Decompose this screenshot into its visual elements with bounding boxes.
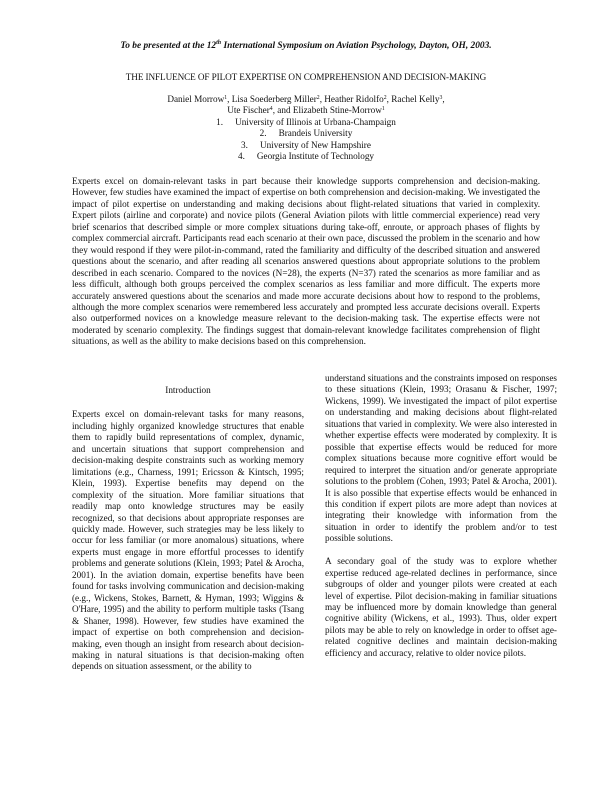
affiliation-number: 2. bbox=[259, 128, 267, 139]
affiliation-name: Georgia Institute of Technology bbox=[256, 151, 375, 162]
affiliation-list bbox=[0, 117, 612, 163]
separator: , bbox=[442, 94, 445, 104]
paper-title: THE INFLUENCE OF PILOT EXPERTISE ON COMPREHENSION AND DECISION-MAKING bbox=[125, 72, 487, 82]
venue-suffix: International Symposium on Aviation Psychology, Dayton, OH, 2003. bbox=[221, 41, 492, 52]
intro-paragraph-2: understand situations and the constraints imposed on responses to these situations (Klein, 1993; Orasanu & Fischer, 1997; Wickens, 1999). We investigated the impact of pilot expertise on understanding and making decisions about flight-related situations that varied in complexity. We were also interested in whether expertise effects were moderated by complexity. It is possible that expertise effects would be reduced for more complex situations because more cognitive effort would be required to interpret the situation and/or generate appropriate solutions to the problem (Cohen, 1993; Patel & Arocha, 2001). It is also possible that expertise effects would be enhanced in this condition if expert pilots are more adept than novices at integrating their knowledge with information from the situation in order to identify the problem and/or to test possible solutions. bbox=[325, 373, 557, 544]
author-name: Elizabeth Stine-Morrow bbox=[292, 105, 382, 116]
venue-superscript: th bbox=[216, 40, 222, 46]
author-name: Ute Fischer bbox=[227, 105, 270, 116]
author-affiliation-mark: 1 bbox=[224, 95, 228, 101]
separator: , and bbox=[272, 105, 293, 116]
section-heading-introduction: Introduction bbox=[165, 385, 211, 395]
left-column bbox=[72, 385, 304, 673]
author-name: Heather Ridolfo bbox=[324, 94, 384, 104]
affiliation-item bbox=[0, 128, 612, 139]
author-affiliation-mark: 3 bbox=[439, 95, 443, 101]
separator: , bbox=[227, 94, 232, 104]
venue-prefix: To be presented at the 12 bbox=[120, 41, 217, 52]
separator: , bbox=[319, 94, 325, 104]
author-name: Rachel Kelly bbox=[391, 94, 440, 104]
author-affiliation-mark: 4 bbox=[269, 106, 273, 113]
author-name: Daniel Morrow bbox=[167, 94, 225, 104]
author bbox=[232, 94, 325, 104]
affiliation-name: University of Illinois at Urbana-Champaign bbox=[235, 117, 396, 127]
right-column bbox=[325, 373, 557, 659]
author-list bbox=[0, 94, 612, 117]
author bbox=[293, 105, 385, 115]
affiliation-item bbox=[0, 151, 612, 162]
affiliation-name: Brandeis University bbox=[278, 128, 353, 139]
author-name: Lisa Soederberg Miller bbox=[231, 94, 317, 104]
author bbox=[391, 94, 444, 104]
author-affiliation-mark: 1 bbox=[381, 106, 385, 113]
affiliation-name: University of New Hampshire bbox=[259, 139, 371, 150]
affiliation-item bbox=[0, 117, 612, 128]
intro-paragraph-1: Experts excel on domain-relevant tasks for many reasons, including highly organized knowledge structures that enable them to rapidly build representations of complex, dynamic, and uncertain situations that support comprehension and decision-making despite constraints such as working memory limitations (e.g., Charness, 1991; Ericsson & Kintsch, 1995; Klein, 1993). Expertise benefits may depend on the complexity of the situation. More familiar situations that readily map onto knowledge structures may be easily recognized, so that decisions about appropriate responses are quickly made. However, such strategies may be less likely to occur for less familiar (or more anomalous) situations, where experts must engage in more effortful processes to identify problems and generate solutions (Klein, 1993; Patel & Arocha, 2001). In the aviation domain, expertise benefits have been found for tasks involving communication and decision-making (e.g., Wickens, Stokes, Barnett, & Hyman, 1993; Wiggins & O'Hare, 1995) and the ability to perform multiple tasks (Tsang & Shaner, 1998). However, few studies have examined the impact of expertise on both comprehension and decision-making, even though an insight from research about decision-making in natural situations is that decision-making often depends on situation assessment, or the ability to bbox=[72, 409, 304, 672]
author bbox=[227, 105, 293, 115]
author bbox=[167, 94, 231, 104]
separator: , bbox=[386, 94, 392, 104]
intro-paragraph-3: A secondary goal of the study was to explore whether expertise reduced age-related declines in performance, since subgroups of older and younger pilots were created at each level of expertise. Pilot decision-making in familiar situations may be influenced more by domain knowledge than general cognitive ability (Wickens, et al., 1993). Thus, older expert pilots may be able to rely on knowledge in order to offset age-related cognitive declines and maintain decision-making efficiency and accuracy, relative to older novice pilots. bbox=[325, 556, 557, 658]
affiliation-item bbox=[0, 140, 612, 151]
author bbox=[324, 94, 391, 104]
affiliation-number: 3. bbox=[241, 139, 248, 150]
affiliation-number: 4. bbox=[237, 151, 245, 162]
author-affiliation-mark: 2 bbox=[383, 95, 387, 101]
abstract: Experts excel on domain-relevant tasks in part because their knowledge supports comprehension and decision-making. However, few studies have examined the impact of expertise on both comprehension and decision-making. We investigated the impact of pilot expertise on understanding and making decisions about flight-related situations that varied in complexity. Expert pilots (airline and corporate) and novice pilots (General Aviation pilots with little commercial experience) read very brief scenarios that described simple or more complex situations during take-off, enroute, or approach phases of flights by complex commercial aircraft. Participants read each scenario at their own pace, discussed the problem in the scenario and how they would respond if they were pilot-in-command, rated the familiarity and difficulty of the described situation and answered questions about the scenario, and after reading all scenarios answered questions about appropriate solutions to the problem described in each scenario. Compared to the novices (N=28), the experts (N=37) rated the scenarios as more familiar and as less difficult, although both groups perceived the complex scenarios as less familiar and more difficult. The experts more accurately answered questions about the scenarios and made more accurate decisions about how to respond to the problems, although the more complex scenarios were remembered less accurately and prompted less accurate decisions overall. Experts also outperformed novices on a knowledge measure relevant to the decision-making task. The expertise effects were not moderated by scenario complexity. The findings suggest that domain-relevant knowledge facilitates comprehension of flight situations, as well as the ability to make decisions based on this comprehension. bbox=[72, 176, 540, 347]
author-affiliation-mark: 2 bbox=[316, 95, 320, 101]
venue-line bbox=[0, 40, 612, 51]
affiliation-number: 1. bbox=[216, 117, 224, 127]
